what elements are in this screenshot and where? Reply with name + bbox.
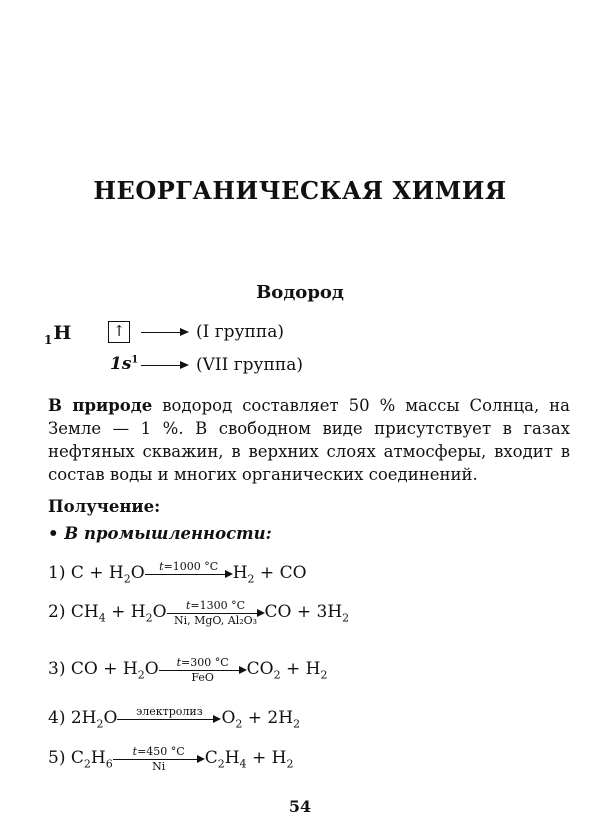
condition-above: t=1000 °C — [159, 559, 219, 573]
reaction-arrow-icon — [145, 559, 233, 583]
equation-number: 5) — [48, 748, 66, 768]
config-exponent: 1 — [131, 354, 139, 366]
industry-heading: • В промышленности: — [48, 524, 272, 543]
group-label-7: (VII группа) — [196, 355, 303, 375]
condition-below: Ni — [152, 760, 166, 774]
reaction-arrow-icon — [113, 744, 205, 774]
group-label-1: (I группа) — [196, 322, 284, 342]
arrow-group-7-icon — [141, 365, 187, 366]
reaction-arrow-icon — [117, 704, 221, 728]
condition-below: FeO — [191, 671, 214, 685]
electron-config — [110, 354, 138, 374]
arrow-group-1-icon — [141, 332, 187, 333]
reaction-arrow-icon — [167, 598, 265, 628]
equation-number: 4) — [48, 708, 66, 728]
orbital-box — [108, 321, 130, 343]
paragraph-lead: В природе — [48, 396, 153, 415]
condition-below: Ni, MgO, Al₂O₃ — [173, 614, 258, 628]
spin-up-arrow-icon: ↑ — [112, 322, 126, 340]
equation-5: 5) $C_2H_6$ $\frac{t=450 ^\circ C}{Ni}$ $C_2H_4 + H_2$ — [48, 744, 294, 774]
equation-number: 1) — [48, 563, 66, 583]
equation-number: 2) — [48, 602, 66, 622]
config-text: 1s — [110, 354, 132, 374]
intro-paragraph — [48, 394, 570, 486]
equation-number: 3) — [48, 659, 66, 679]
equation-2: 2) $CH_4 + H_2O$ t=1300 °C Ni, MgO, Al₂O₃ CO + $3H_2$ — [48, 598, 350, 628]
reaction-arrow-icon — [159, 655, 247, 685]
paragraph-text: водород составляет 50 % массы Солнца, на Земле — 1 %. В свободном виде присутствует в газах нефтяных скважин, в верхних слоях атмосферы, входит в состав воды и многих органических соединений. — [48, 396, 570, 484]
production-heading: Получение: — [48, 497, 161, 516]
page-number: 54 — [288, 797, 312, 816]
section-title: Водород — [256, 282, 344, 303]
condition-above: t=450 °C — [132, 744, 185, 758]
atomic-number: 1 — [44, 333, 53, 347]
equation-4: 4) $2H_2O$ электролиз $O_2 + 2H_2$ — [48, 704, 301, 731]
condition-above: t=1300 °C — [186, 598, 246, 612]
page-title: НЕОРГАНИЧЕСКАЯ ХИМИЯ — [93, 176, 507, 205]
condition-above: электролиз — [136, 704, 203, 718]
symbol: H — [53, 322, 72, 344]
element-symbol — [44, 322, 71, 347]
equation-1: 1) $C + H_2O$ t=1000 °C $H_2$ + CO — [48, 559, 307, 586]
equation-3: 3) CO + $H_2O$ t=300 °C FeO $CO_2 + H_2$ — [48, 655, 328, 685]
condition-above: t=300 °C — [176, 655, 229, 669]
